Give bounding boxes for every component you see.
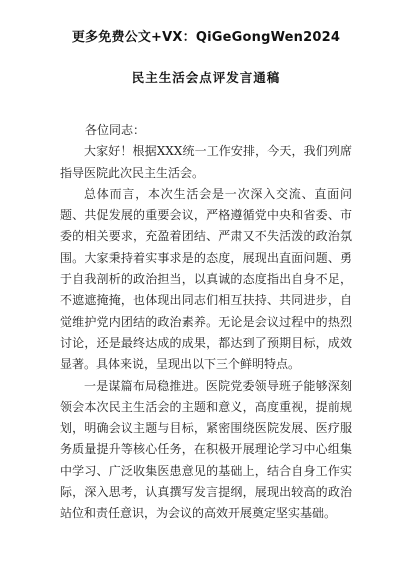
promo-header: 更多免费公文+VX：QiGeGongWen2024 <box>71 30 341 45</box>
paragraph-overview: 总体而言，本次生活会是一次深入交流、直面问题、共促发展的重要会议，严格遵循党中央和省委、市委的相关要求，充盈着团结、严肃又不失活泼的政治氛围。大家秉持着实事求是的态度，展现出直面问题、勇于自我剖析的政治担当，以真诚的态度指出自身不足，不遮遮掩掩，也体现出同志们相互扶持、共同进步，自觉维护党内团结的政治素养。无论是会议过程中的热烈讨论，还是最终达成的成果，都达到了预期目标，成效显著。具体来说，呈现出以下三个鲜明特点。 <box>60 186 352 372</box>
paragraph-point-one: 一是谋篇布局稳推进。医院党委领导班子能够深刻领会本次民主生活会的主题和意义，高度重视，提前规划，明确会议主题与目标，紧密围绕医院发展、医疗服务质量提升等核心任务，在积极开展理论学习中心组集中学习、广泛收集医患意见的基础上，结合自身工作实际，深入思考，认真撰写发言提纲，展现出较高的政治站位和责任意识，为会议的高效开展奠定坚实基础。 <box>60 378 352 521</box>
document-title: 民主生活会点评发言通稿 <box>131 70 281 85</box>
salutation: 各位同志： <box>85 123 146 137</box>
paragraph-greeting: 大家好！根据XXX统一工作安排，今天，我们列席指导医院此次民主生活会。 <box>60 144 352 180</box>
